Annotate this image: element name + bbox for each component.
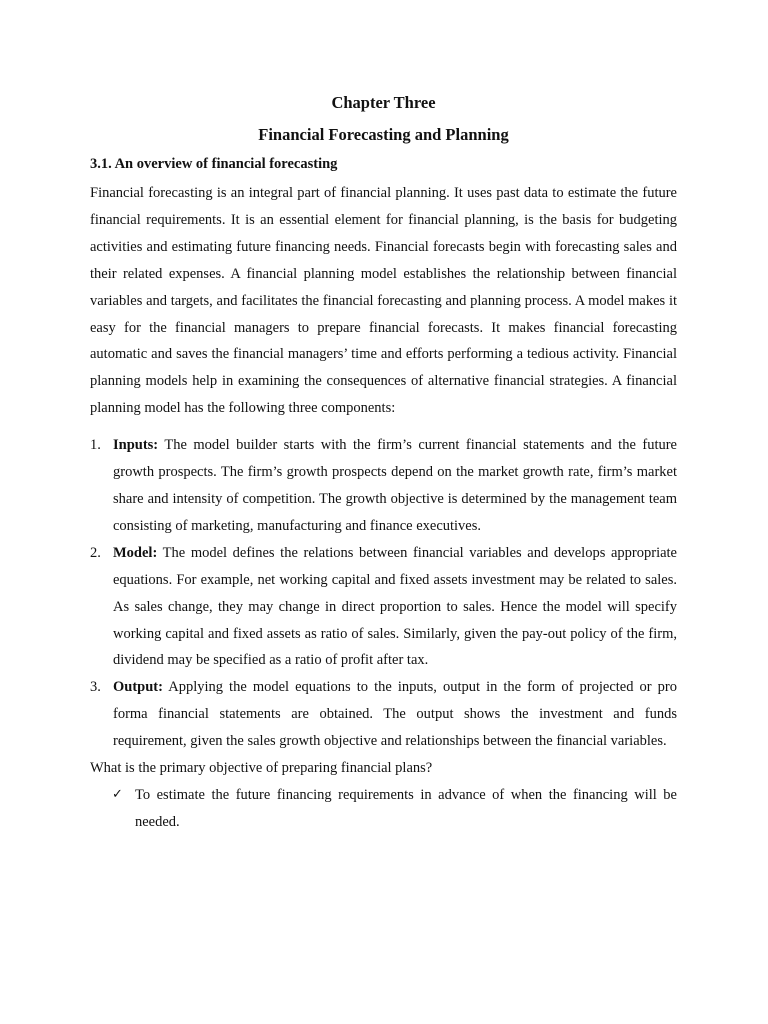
list-item-text: The model defines the relations between financial variables and develops appropriate equations. For example, net working capital and fixed assets investment may be related to sales. As sales change, they may change in direct proportion to sales. Hence the model will specify working capital and fixed assets as ratio of sales. Similarly, given the pay-out policy of the firm, dividend may be specified as a ratio of profit after tax.: [113, 544, 677, 669]
components-list: [90, 432, 677, 755]
list-item-term: Output:: [113, 679, 163, 696]
list-item-term: Inputs:: [113, 437, 159, 454]
question-text: What is the primary objective of preparing financial plans?: [90, 760, 433, 777]
chapter-title: Chapter Three: [331, 93, 436, 112]
list-item-number: 3.: [90, 679, 101, 696]
list-item-number: 1.: [90, 437, 101, 454]
answer-item: [90, 782, 677, 836]
list-item: [90, 540, 677, 675]
answer-text: To estimate the future financing requirements in advance of when the financing will be needed.: [135, 786, 677, 830]
intro-paragraph: Financial forecasting is an integral part of financial planning. It uses past data to estimate the future financial requirements. It is an essential element for financial planning, is the basis for budgeting activities and estimating future financing needs. Financial forecasts begin with forecasting sales and their related expenses. A financial planning model establishes the relationship between financial variables and targets, and facilitates the financial forecasting and planning process. A model makes it easy for the financial managers to prepare financial forecasts. It makes financial forecasting automatic and saves the financial managers’ time and efforts performing a tedious activity. Financial planning models help in examining the consequences of alternative financial strategies. A financial planning model has the following three components:: [90, 185, 677, 417]
section-heading: 3.1. An overview of financial forecasting: [90, 156, 338, 172]
list-item-number: 2.: [90, 544, 101, 561]
list-item: [90, 674, 677, 755]
document-page: [90, 92, 677, 836]
list-item-term: Model:: [113, 544, 158, 561]
list-item-text: The model builder starts with the firm’s current financial statements and the future growth prospects. The firm’s growth prospects depend on the market growth rate, firm’s market share and intensity of competition. The growth objective is determined by the management team consisting of marketing, manufacturing and finance executives.: [113, 437, 677, 534]
check-mark-icon: ✓: [112, 786, 123, 802]
list-item: [90, 432, 677, 540]
chapter-subtitle: Financial Forecasting and Planning: [258, 125, 509, 144]
list-item-text: Applying the model equations to the inputs, output in the form of projected or pro forma financial statements are obtained. The output shows the investment and funds requirement, given the sales growth objective and relationships between the financial variables.: [113, 679, 677, 750]
